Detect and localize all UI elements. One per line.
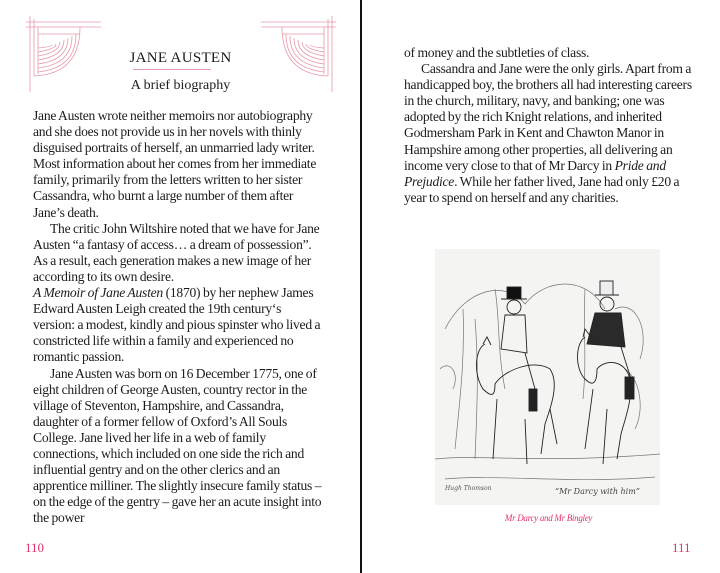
book-title: Pride and Prejudice [404,157,666,189]
illustration-darcy-bingley [435,249,660,505]
book-title: A Memoir of Jane Austen [33,285,163,301]
left-body-text [33,108,323,526]
right-body-text [404,45,704,206]
paragraph-text: (1870) by her nephew James Edward Austen Leigh created the 19th century‘s version: a modest, kindly and pious spinster who lived a constricted life within a family and experienced no romantic passion. [33,285,321,365]
paragraph: Jane Austen wrote neither memoirs nor autobiography and she does not provide us in her novels with thinly disguised portraits of herself, an unmarried lady writer. Most information about her comes from her immediate family, primarily from the letters written to her sister Cassandra, who burnt a large number of them after Jane’s death. [33,108,317,220]
page-number-right: 111 [672,540,691,555]
illustration-inscription: “Mr Darcy with him” [555,487,640,496]
paragraph: The critic John Wiltshire noted that we have for Jane Austen “a fantasy of access… a dream of possession”. As a result, each generation makes a new image of her according to its own desire. [33,220,320,284]
paragraph-text: . While her father lived, Jane had only £20 a year to spend on herself and any charities. [404,173,680,205]
title-underline [133,69,211,70]
paragraph [33,285,323,365]
paragraph: of money and the subtleties of class. [404,45,590,60]
paragraph: Jane Austen was born on 16 December 1775, one of eight children of George Austen, country rector in the village of Steventon, Hampshire, and Cassandra, daughter of a former fellow of Oxford’s All Souls College. Jane lived her life in a web of family connections, which included on one side the rich and influential gentry and on the other clerics and an apprentice milliner. The slightly insecure family status – on the edge of the gentry – gave her an acute insight into the power [33,365,322,526]
page-spine-divider [360,0,362,573]
chapter-subtitle: A brief biography [130,78,231,93]
paragraph-text: Cassandra and Jane were the only girls. Apart from a handicapped boy, the brothers all had interesting careers in the church, military, navy, and banking; one was adopted by the rich Knight relations, and inherited Godmersham Park in Kent and Chawton Manor in Hampshire among other properties, all delivering an income very close to that of Mr Darcy in [404,61,692,173]
illustration-caption: Mr Darcy and Mr Bingley [504,513,593,523]
page-number-left: 110 [25,540,45,555]
chapter-title: JANE AUSTEN [129,50,232,66]
illustration-signature: Hugh Thomson [445,485,492,492]
paragraph [404,61,704,206]
